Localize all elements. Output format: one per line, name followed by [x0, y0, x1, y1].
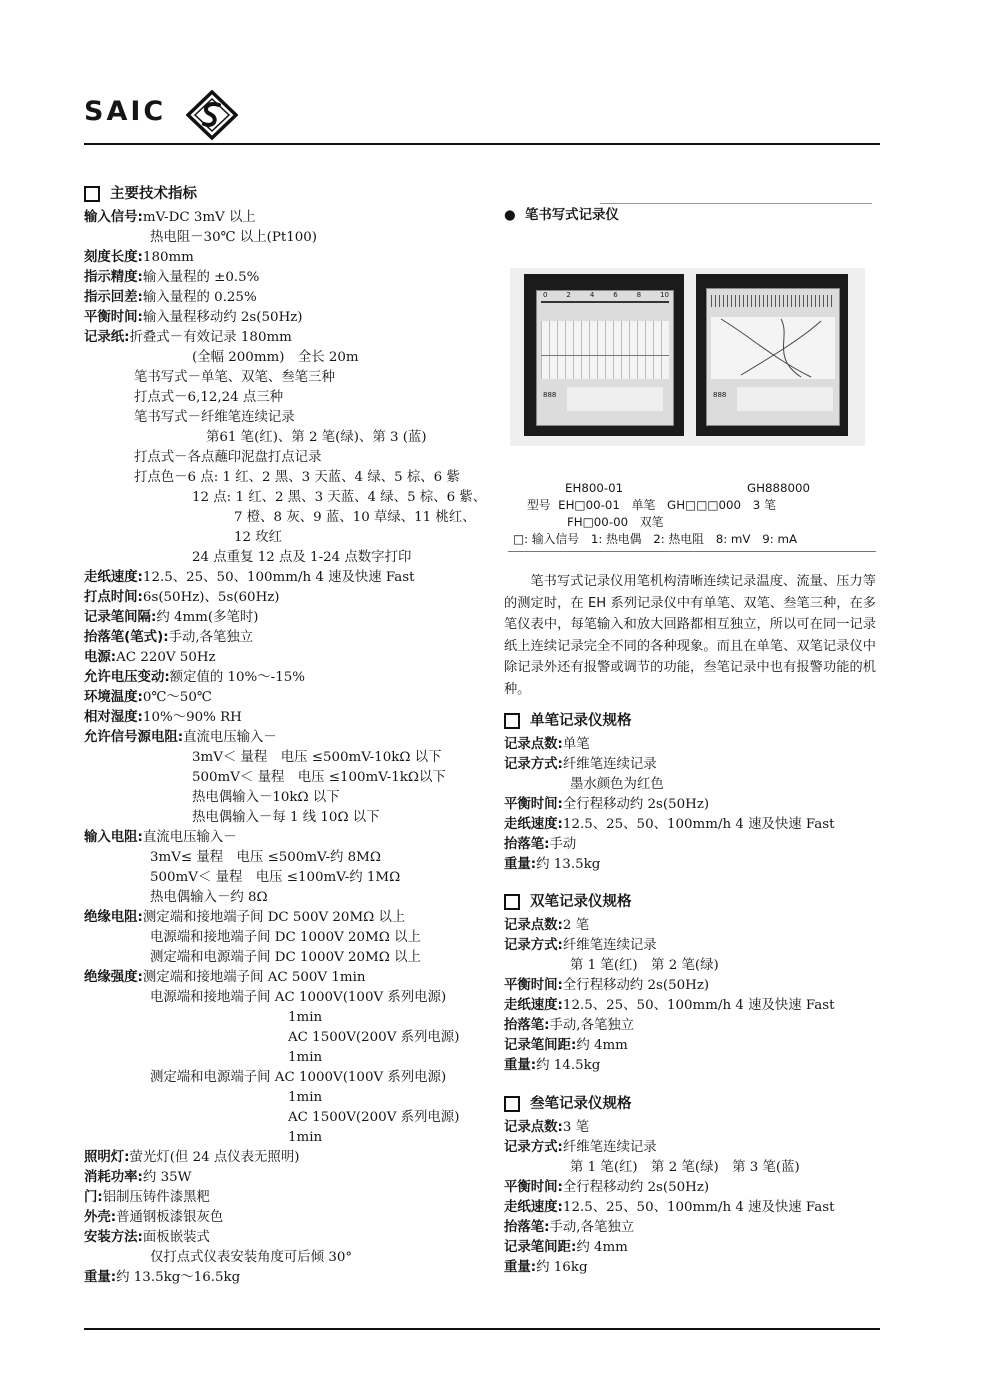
spec-value: 12.5、25、50、100mm/h 4 速及快速 Fast — [562, 817, 835, 832]
section-title: 双笔记录仪规格 — [530, 894, 632, 910]
spec-value: 24 点重复 12 点及 1-24 点数字打印 — [192, 550, 412, 565]
spec-label: 记录纸: — [84, 330, 130, 345]
checkbox-square-icon — [84, 186, 100, 202]
spec-label: 抬落笔: — [504, 1018, 550, 1033]
spec-label: 记录点数: — [504, 918, 563, 933]
spec-line — [84, 708, 242, 728]
spec-label: 电源: — [84, 650, 117, 665]
spec-value: 约 13.5kg～16.5kg — [116, 1270, 241, 1285]
spec-value: mV-DC 3mV 以上 — [142, 210, 256, 225]
spec-line — [84, 908, 405, 928]
spec-value: (全幅 200mm) 全长 20m — [192, 350, 359, 365]
spec-line — [134, 468, 460, 488]
scale-bar-2 — [711, 295, 835, 307]
spec-value: 热电阻－30℃ 以上(Pt100) — [150, 230, 318, 245]
spec-line — [570, 1158, 800, 1178]
spec-value: 墨水颜色为红色 — [570, 777, 664, 792]
spec-label: 指示精度: — [84, 270, 143, 285]
spec-label: 走纸速度: — [504, 817, 563, 832]
bullet-title: 笔书写式记录仪 — [525, 208, 619, 223]
spec-value: 约 35W — [142, 1170, 192, 1185]
spec-line — [504, 1138, 657, 1158]
recorder-bullet-heading — [504, 205, 619, 227]
spec-line — [504, 1118, 589, 1138]
spec-line — [150, 868, 400, 888]
spec-line — [504, 815, 835, 835]
checkbox-square-icon — [504, 894, 520, 910]
spec-line — [84, 308, 303, 328]
spec-line — [150, 848, 381, 868]
spec-line — [150, 948, 421, 968]
spec-value: 12 点: 1 红、2 黑、3 天蓝、4 绿、5 棕、6 紫、 — [192, 490, 487, 505]
spec-section-heading — [504, 1093, 632, 1115]
spec-line — [288, 1028, 459, 1048]
section-title: 叁笔记录仪规格 — [530, 1096, 632, 1112]
spec-value: 打点色－6 点: 1 红、2 黑、3 天蓝、4 绿、5 棕、6 紫 — [134, 470, 460, 485]
spec-value: 2 笔 — [562, 918, 590, 933]
spec-value: 6s(50Hz)、5s(60Hz) — [142, 590, 280, 605]
left-section-title: 主要技术指标 — [110, 186, 197, 202]
spec-line — [192, 748, 441, 768]
type-values: EH□00-01 单笔 GH□□□000 3 笔 — [558, 498, 776, 512]
footer-divider — [84, 1328, 880, 1330]
spec-value: 1min — [288, 1090, 323, 1105]
spec-value: 纤维笔连续记录 — [562, 757, 657, 772]
spec-label: 记录方式: — [504, 1140, 563, 1155]
spec-line — [504, 1016, 634, 1036]
spec-value: 手动,各笔独立 — [549, 1018, 635, 1033]
spec-value: 电源端和接地端子间 AC 1000V(100V 系列电源) — [150, 990, 447, 1005]
spec-line — [504, 1258, 588, 1278]
spec-label: 消耗功率: — [84, 1170, 143, 1185]
spec-value: 500mV＜ 量程 电压 ≤100mV-1kΩ以下 — [192, 770, 446, 785]
saic-emblem-icon — [186, 90, 238, 140]
spec-value: 0℃～50℃ — [142, 690, 212, 705]
spec-value: 约 14.5kg — [536, 1058, 601, 1073]
spec-value: 手动 — [549, 837, 577, 852]
spec-value: 面板嵌装式 — [142, 1230, 210, 1245]
spec-value: 折叠式－有效记录 180mm — [129, 330, 292, 345]
spec-line — [234, 508, 476, 528]
spec-label: 允许信号源电阻: — [84, 730, 184, 745]
spec-label: 刻度长度: — [84, 250, 143, 265]
spec-value: 3mV≤ 量程 电压 ≤500mV-约 8MΩ — [150, 850, 381, 865]
spec-label: 指示回差: — [84, 290, 143, 305]
spec-line — [84, 688, 212, 708]
brand-logo-text: SAIC — [84, 96, 167, 127]
spec-line — [84, 668, 305, 688]
spec-label: 安装方法: — [84, 1230, 143, 1245]
spec-line — [504, 1178, 709, 1198]
spec-label: 平衡时间: — [504, 797, 563, 812]
spec-label: 输入信号: — [84, 210, 143, 225]
spec-label: 记录笔间距: — [504, 1038, 577, 1053]
spec-value: 手动,各笔独立 — [549, 1220, 635, 1235]
spec-value: 3mV＜ 量程 电压 ≤500mV-10kΩ 以下 — [192, 750, 442, 765]
spec-line — [84, 588, 280, 608]
spec-value: 全行程移动约 2s(50Hz) — [562, 978, 710, 993]
spec-label: 平衡时间: — [504, 978, 563, 993]
spec-label: 照明灯: — [84, 1150, 130, 1165]
type-row — [527, 497, 776, 514]
spec-label: 抬落笔: — [504, 1220, 550, 1235]
spec-line — [504, 1238, 628, 1258]
spec-line — [192, 768, 446, 788]
model-label-left: EH800-01 — [565, 481, 624, 495]
spec-value: 直流电压输入－ — [142, 830, 237, 845]
spec-value: 仅打点式仪表安装角度可后倾 30° — [150, 1250, 353, 1265]
spec-label: 走纸速度: — [504, 998, 563, 1013]
spec-label: 外壳: — [84, 1210, 117, 1225]
spec-value: 1min — [288, 1050, 323, 1065]
spec-line — [150, 928, 421, 948]
chart-paper — [541, 321, 669, 379]
spec-label: 记录点数: — [504, 737, 563, 752]
spec-value: 铝制压铸件漆黑粑 — [102, 1190, 210, 1205]
recorder-chart-window-2 — [706, 288, 840, 426]
spec-value: 1min — [288, 1130, 323, 1145]
spec-line — [150, 888, 268, 908]
chart-line — [541, 355, 669, 356]
spec-label: 记录点数: — [504, 1120, 563, 1135]
spec-line — [504, 996, 835, 1016]
spec-label: 重量: — [504, 1260, 537, 1275]
spec-line — [84, 328, 292, 348]
spec-label: 走纸速度: — [84, 570, 143, 585]
header-divider — [84, 143, 880, 145]
checkbox-square-icon — [504, 713, 520, 729]
spec-line — [84, 1168, 191, 1188]
spec-line — [84, 568, 415, 588]
spec-line — [570, 775, 664, 795]
type-row-3: FH□00-00 双笔 — [567, 515, 664, 529]
spec-value: AC 1500V(200V 系列电源) — [288, 1030, 460, 1045]
pen-traces — [711, 317, 835, 379]
spec-label: 平衡时间: — [84, 310, 143, 325]
scale-labels: 0 2 4 6 8 10 — [543, 291, 669, 299]
spec-value: 10%～90% RH — [142, 710, 242, 725]
spec-line — [84, 208, 256, 228]
spec-line — [288, 1088, 322, 1108]
spec-value: 笔书写式－纤维笔连续记录 — [134, 410, 295, 425]
spec-line — [84, 628, 253, 648]
spec-label: 输入电阻: — [84, 830, 143, 845]
spec-line — [288, 1128, 322, 1148]
spec-value: 纤维笔连续记录 — [562, 938, 657, 953]
spec-value: AC 220V 50Hz — [116, 650, 216, 665]
spec-value: AC 1500V(200V 系列电源) — [288, 1110, 460, 1125]
spec-line — [504, 735, 590, 755]
spec-value: 1min — [288, 1010, 323, 1025]
spec-value: 打点式－各点蘸印泥盘打点记录 — [134, 450, 322, 465]
spec-line — [134, 388, 283, 408]
spec-value: 萤光灯(但 24 点仪表无照明) — [129, 1150, 300, 1165]
spec-line — [504, 755, 657, 775]
spec-value: 第 1 笔(红) 第 2 笔(绿) 第 3 笔(蓝) — [570, 1160, 800, 1175]
type-label: 型号 — [527, 498, 551, 512]
spec-label: 门: — [84, 1190, 103, 1205]
spec-label: 记录笔间距: — [504, 1240, 577, 1255]
spec-label: 打点时间: — [84, 590, 143, 605]
spec-value: 额定值的 10%～-15% — [169, 670, 305, 685]
spec-value: 7 橙、8 灰、9 蓝、10 草绿、11 桃红、 — [234, 510, 476, 525]
spec-label: 记录笔间隔: — [84, 610, 157, 625]
spec-line — [504, 1056, 600, 1076]
recorder-chart-window — [536, 290, 674, 426]
spec-line — [206, 428, 427, 448]
spec-value: 约 16kg — [536, 1260, 588, 1275]
spec-line — [84, 1208, 223, 1228]
digital-readout: 888 — [543, 391, 557, 399]
spec-line — [288, 1048, 322, 1068]
spec-value: 电源端和接地端子间 DC 1000V 20MΩ 以上 — [150, 930, 421, 945]
spec-value: 12.5、25、50、100mm/h 4 速及快速 Fast — [562, 998, 835, 1013]
spec-line — [504, 1198, 835, 1218]
spec-value: 普通钢板漆银灰色 — [116, 1210, 224, 1225]
spec-line — [192, 548, 411, 568]
spec-line — [84, 648, 216, 668]
spec-line — [504, 916, 589, 936]
chart-footer — [567, 387, 663, 411]
caption-rule — [508, 551, 876, 552]
spec-value: 纤维笔连续记录 — [562, 1140, 657, 1155]
spec-line — [504, 855, 600, 875]
spec-label: 重量: — [504, 1058, 537, 1073]
spec-line — [84, 1148, 299, 1168]
spec-value: 约 4mm(多笔时) — [156, 610, 259, 625]
spec-value: 热电偶输入－10kΩ 以下 — [192, 790, 340, 805]
spec-line — [288, 1008, 322, 1028]
spec-line — [192, 788, 340, 808]
spec-section-heading — [504, 891, 632, 913]
spec-line — [84, 728, 277, 748]
model-label-right: GH888000 — [747, 481, 811, 495]
spec-line — [504, 1036, 628, 1056]
bullet-rule — [600, 203, 872, 204]
spec-line — [84, 248, 194, 268]
spec-value: 12 玫红 — [234, 530, 283, 545]
spec-value: 手动,各笔独立 — [168, 630, 254, 645]
bullet-icon: ● — [504, 208, 526, 223]
chart-footer-2 — [737, 387, 833, 411]
spec-value: 3 笔 — [562, 1120, 590, 1135]
spec-value: 测定端和接地端子间 DC 500V 20MΩ 以上 — [142, 910, 406, 925]
spec-value: 测定端和电源端子间 AC 1000V(100V 系列电源) — [150, 1070, 447, 1085]
spec-line — [150, 228, 317, 248]
spec-label: 记录方式: — [504, 757, 563, 772]
scale-bar — [541, 301, 669, 303]
spec-line — [192, 348, 359, 368]
spec-value: 输入量程的 0.25% — [142, 290, 257, 305]
description-paragraph: 笔书写式记录仪用笔机构清晰连续记录温度、流量、压力等的测定时，在 EH 系列记录仪中有单笔、双笔、叁笔三种，在多笔仪表中，每笔输入和放大回路都相互独立，所以可在同一记录纸上连续记录完全不同的各种现象。而且在单笔、双笔记录仪中除记录外还有报警或调节的功能，叁笔记录中也有报警功能的机种。 — [504, 574, 876, 697]
spec-value: 约 4mm — [576, 1038, 628, 1053]
spec-line — [84, 288, 257, 308]
spec-value: 500mV＜ 量程 电压 ≤100mV-约 1MΩ — [150, 870, 401, 885]
spec-label: 抬落笔: — [504, 837, 550, 852]
left-section-heading — [84, 183, 197, 205]
spec-label: 重量: — [504, 857, 537, 872]
spec-label: 重量: — [84, 1270, 117, 1285]
spec-label: 相对湿度: — [84, 710, 143, 725]
spec-value: 测定端和电源端子间 DC 1000V 20MΩ 以上 — [150, 950, 421, 965]
spec-value: 输入量程移动约 2s(50Hz) — [142, 310, 303, 325]
spec-line — [504, 1218, 634, 1238]
spec-value: 输入量程的 ±0.5% — [142, 270, 260, 285]
spec-value: 单笔 — [562, 737, 590, 752]
spec-section-heading — [504, 710, 632, 732]
spec-line — [84, 1268, 240, 1288]
input-signal-legend: □: 输入信号 1: 热电偶 2: 热电阻 8: mV 9: mA — [513, 532, 798, 546]
digital-readout-2: 888 — [713, 391, 727, 399]
spec-line — [288, 1108, 459, 1128]
spec-line — [84, 968, 365, 988]
recorder-gh888 — [696, 274, 848, 436]
spec-value: 12.5、25、50、100mm/h 4 速及快速 Fast — [562, 1200, 835, 1215]
spec-label: 走纸速度: — [504, 1200, 563, 1215]
spec-value: 约 4mm — [576, 1240, 628, 1255]
spec-line — [570, 956, 719, 976]
spec-value: 全行程移动约 2s(50Hz) — [562, 1180, 710, 1195]
spec-value: 热电偶输入－每 1 线 10Ω 以下 — [192, 810, 380, 825]
spec-line — [504, 835, 576, 855]
spec-line — [192, 808, 380, 828]
spec-line — [150, 1068, 446, 1088]
spec-label: 允许电压变动: — [84, 670, 170, 685]
spec-line — [134, 448, 321, 468]
spec-line — [504, 976, 709, 996]
spec-value: 测定端和接地端子间 AC 500V 1min — [142, 970, 366, 985]
recorder-photo — [510, 268, 865, 446]
spec-line — [134, 368, 335, 388]
spec-label: 绝缘强度: — [84, 970, 143, 985]
spec-line — [84, 828, 237, 848]
spec-line — [84, 268, 259, 288]
spec-line — [84, 1228, 210, 1248]
spec-line — [134, 408, 295, 428]
spec-label: 平衡时间: — [504, 1180, 563, 1195]
spec-value: 笔书写式－单笔、双笔、叁笔三种 — [134, 370, 335, 385]
spec-value: 全行程移动约 2s(50Hz) — [562, 797, 710, 812]
spec-label: 记录方式: — [504, 938, 563, 953]
recorder-eh800 — [524, 274, 684, 436]
section-title: 单笔记录仪规格 — [530, 713, 632, 729]
spec-line — [84, 1188, 210, 1208]
spec-line — [504, 936, 657, 956]
spec-value: 180mm — [142, 250, 194, 265]
spec-line — [234, 528, 282, 548]
spec-line — [192, 488, 486, 508]
spec-value: 打点式－6,12,24 点三种 — [134, 390, 284, 405]
spec-value: 第61 笔(红)、第 2 笔(绿)、第 3 (蓝) — [206, 430, 427, 445]
spec-value: 约 13.5kg — [536, 857, 601, 872]
spec-label: 绝缘电阻: — [84, 910, 143, 925]
spec-value: 热电偶输入－约 8Ω — [150, 890, 268, 905]
spec-line — [150, 988, 446, 1008]
spec-label: 环境温度: — [84, 690, 143, 705]
spec-label: 抬落笔(笔式): — [84, 630, 169, 645]
spec-value: 第 1 笔(红) 第 2 笔(绿) — [570, 958, 719, 973]
spec-line — [504, 795, 709, 815]
spec-line — [150, 1248, 352, 1268]
checkbox-square-icon — [504, 1096, 520, 1112]
spec-value: 12.5、25、50、100mm/h 4 速及快速 Fast — [142, 570, 415, 585]
spec-line — [84, 608, 259, 628]
spec-value: 直流电压输入－ — [183, 730, 277, 745]
